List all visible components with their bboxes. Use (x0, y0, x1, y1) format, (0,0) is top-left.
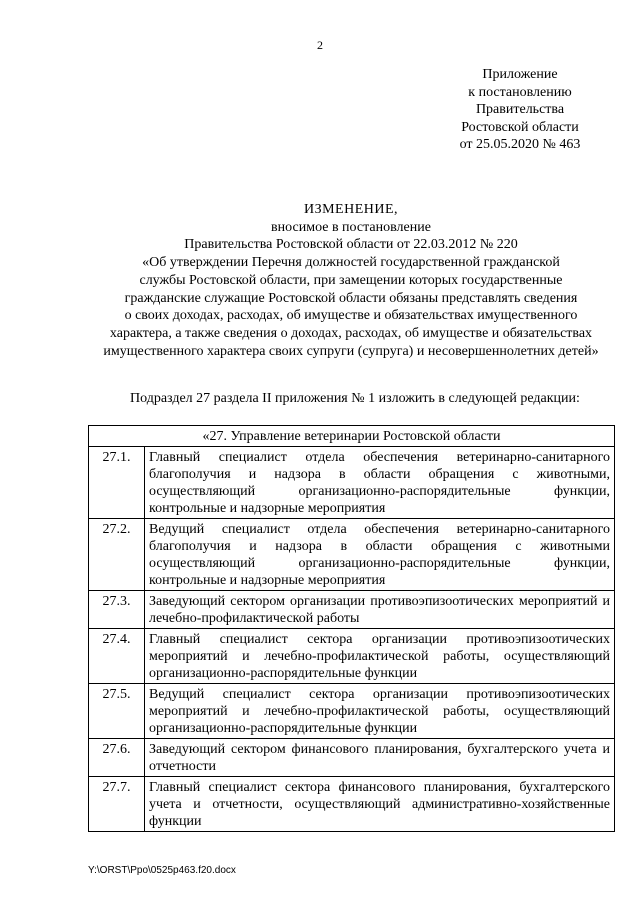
page-number: 2 (317, 38, 323, 52)
row-number: 27.6. (89, 739, 145, 777)
title-line: службы Ростовской области, при замещении которых государственные (139, 272, 563, 288)
row-number: 27.7. (89, 777, 145, 832)
title-line: вносимое в постановление (271, 219, 431, 235)
row-position: Главный специалист сектора организации противоэпизоотических мероприятий и лечебно-профилактической работы, осуществляющий организационно-распорядительные функции (145, 629, 615, 684)
row-position: Заведующий сектором организации противоэпизоотических мероприятий и лечебно-профилактической работы (145, 591, 615, 629)
row-position: Ведущий специалист отдела обеспечения ветеринарно-санитарного благополучия и надзора в области обращения с животными осуществляющий организационно-распорядительные функции, контрольные и надзорные мероприятия (145, 519, 615, 591)
table-row (89, 519, 615, 591)
intro-paragraph: Подраздел 27 раздела II приложения № 1 изложить в следующей редакции: (130, 391, 580, 406)
title-line: гражданские служащие Ростовской области обязаны представлять сведения (124, 290, 578, 306)
row-number: 27.4. (89, 629, 145, 684)
table-row (89, 777, 615, 832)
appendix-line: к постановлению (468, 84, 572, 100)
row-position: Главный специалист отдела обеспечения ветеринарно-санитарного благополучия и надзора в области обращения с животными, осуществляющий организационно-распорядительные функции, контрольные и надзорные мероприятия (145, 447, 615, 519)
appendix-line: Приложение (482, 67, 558, 82)
table-row (89, 684, 615, 739)
title-heading: ИЗМЕНЕНИЕ, (303, 202, 399, 217)
table-row (89, 447, 615, 519)
document-title (86, 201, 616, 360)
appendix-line: от 25.05.2020 № 463 (459, 137, 581, 152)
appendix-line: Ростовской области (461, 119, 579, 135)
appendix-line: Правительства (475, 102, 565, 117)
title-line: имущественного характера своих супруги (супруга) и несовершеннолетних детей» (103, 343, 599, 359)
table-header-row (89, 426, 615, 447)
title-line: «Об утверждении Перечня должностей государственной гражданской (142, 255, 560, 271)
table-row (89, 629, 615, 684)
row-position: Главный специалист сектора финансового планирования, бухгалтерского учета и отчетности, осуществляющий административно-хозяйственные функции (145, 777, 615, 832)
row-number: 27.2. (89, 519, 145, 591)
table-header: «27. Управление ветеринарии Ростовской области (89, 426, 615, 447)
file-path-footer: Y:\ORST\Ppo\0525p463.f20.docx (88, 865, 236, 876)
table-row (89, 739, 615, 777)
title-line: характера, а также сведения о доходах, расходах, об имуществе и обязательствах (109, 325, 593, 341)
table-row (89, 591, 615, 629)
title-line: Правительства Ростовской области от 22.03.2012 № 220 (184, 237, 518, 253)
row-number: 27.3. (89, 591, 145, 629)
row-number: 27.5. (89, 684, 145, 739)
title-line: о своих доходах, расходах, об имуществе и обязательствах имущественного (124, 308, 578, 324)
row-position: Заведующий сектором финансового планирования, бухгалтерского учета и отчетности (145, 739, 615, 777)
row-number: 27.1. (89, 447, 145, 519)
positions-table (88, 425, 615, 832)
row-position: Ведущий специалист сектора организации противоэпизоотических мероприятий и лечебно-профилактической работы, осуществляющий организационно-распорядительные функции (145, 684, 615, 739)
appendix-stamp (440, 66, 600, 154)
